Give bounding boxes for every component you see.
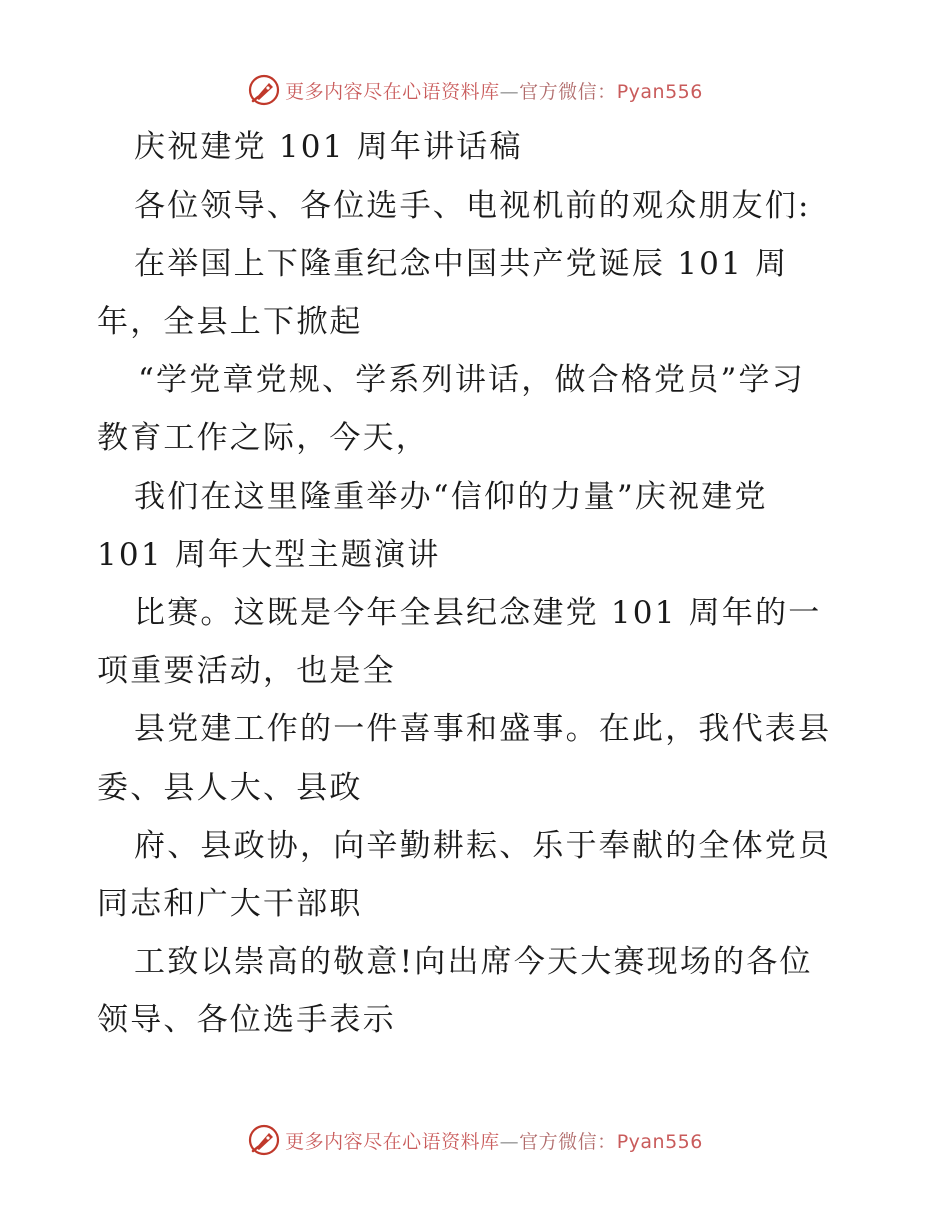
text-line: 教育工作之际，今天，: [97, 420, 429, 456]
header-banner: [0, 70, 950, 110]
banner-dash: —: [499, 80, 520, 103]
banner-wechat-id: Pyan556: [616, 80, 703, 103]
banner-site-name: 更多内容尽在心语资料库: [285, 1130, 500, 1153]
text-line: 领导、各位选手表示: [97, 1002, 396, 1038]
text-line: 年，全县上下掀起: [97, 304, 363, 340]
text-line: 府、县政协，向辛勤耕耘、乐于奉献的全体党员: [134, 828, 832, 864]
text-line: 比赛。这既是今年全县纪念建党 101 周年的一: [134, 595, 822, 631]
text-line: “学党章党规、学系列讲话，做合格党员”学习: [138, 362, 805, 398]
text-line: 项重要活动，也是全: [97, 653, 396, 689]
text-line: 各位领导、各位选手、电视机前的观众朋友们:: [134, 188, 811, 224]
banner-wechat-label: 官方微信：: [519, 1130, 617, 1153]
pen-nib-logo-icon: [247, 73, 281, 107]
banner-dash: —: [499, 1130, 520, 1153]
document-title: 庆祝建党 101 周年讲话稿: [134, 129, 523, 165]
banner-text: [285, 77, 703, 104]
banner-wechat-label: 官方微信：: [519, 80, 617, 103]
text-line: 同志和广大干部职: [97, 886, 363, 922]
banner-site-name: 更多内容尽在心语资料库: [285, 80, 500, 103]
text-line: 我们在这里隆重举办“信仰的力量”庆祝建党: [134, 479, 768, 515]
banner-wechat-id: Pyan556: [616, 1130, 703, 1153]
banner-text: [285, 1127, 703, 1154]
text-line: 工致以崇高的敬意!向出席今天大赛现场的各位: [134, 944, 813, 980]
text-line: 委、县人大、县政: [97, 770, 363, 806]
text-line: 在举国上下隆重纪念中国共产党诞辰 101 周: [134, 246, 789, 282]
footer-banner: [0, 1120, 950, 1160]
text-line: 101 周年大型主题演讲: [97, 537, 441, 573]
pen-nib-logo-icon: [247, 1123, 281, 1157]
text-line: 县党建工作的一件喜事和盛事。在此，我代表县: [134, 711, 832, 747]
